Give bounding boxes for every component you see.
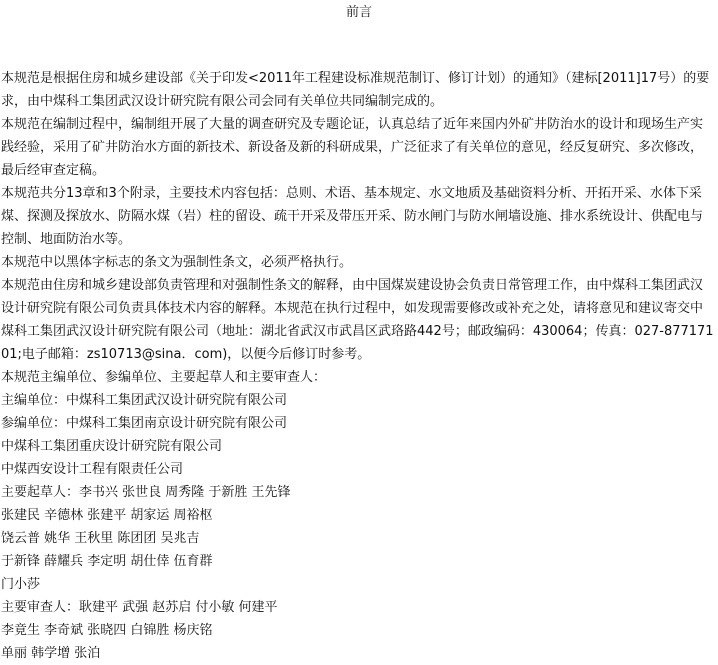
- drafters-line: 主要起草人：李书兴 张世良 周秀隆 于新胜 王先锋: [1, 485, 291, 500]
- participating-unit: 参编单位：中煤科工集团南京设计研究院有限公司: [1, 416, 288, 431]
- paragraph-basis: 本规范是根据住房和城乡建设部《关于印发<2011年工程建设标准规范制订、修订计划）的通知》（建标[2011]17号）的要求，由中煤科工集团武汉设计研究院有限公司会同有关单位共同编制完成的。: [1, 71, 710, 109]
- paragraph-mandatory: 本规范中以黑体字标志的条文为强制性条文，必须严格执行。: [1, 255, 353, 270]
- units-heading: 本规范主编单位、参编单位、主要起草人和主要审查人：: [1, 370, 327, 385]
- drafters-line: 张建民 辛德林 张建平 胡家运 周裕枢: [1, 508, 213, 523]
- reviewers-line: 单丽 韩学增 张泊: [1, 646, 101, 661]
- reviewers-line: 主要审查人：耿建平 武强 赵苏启 付小敏 何建平: [1, 600, 278, 615]
- participating-unit: 中煤西安设计工程有限责任公司: [1, 462, 184, 477]
- drafters-line: 于新锋 薛耀兵 李定明 胡仕倖 伍育群: [1, 554, 213, 569]
- document-body: [1, 67, 715, 665]
- participating-unit: 中煤科工集团重庆设计研究院有限公司: [1, 439, 223, 454]
- page-title: 前言: [345, 5, 372, 20]
- drafters-line: 门小莎: [1, 577, 41, 592]
- reviewers-line: 李竟生 李奇斌 张晓四 白锦胜 杨庆铭: [1, 623, 213, 638]
- paragraph-management: 本规范由住房和城乡建设部负责管理和对强制性条文的解释，由中国煤炭建设协会负责日常管理工作，由中煤科工集团武汉设计研究院有限公司负责具体技术内容的解释。本规范在执行过程中，如发现需要修改或补充之处，请将意见和建议寄交中煤科工集团武汉设计研究院有限公司（地址：湖北省武汉市武昌区武珞路442号；邮政编码：430064；传真：027-87717101;电子邮箱：zs10713@sina．com)，以便今后修订时参考。: [1, 278, 714, 362]
- drafters-line: 饶云普 姚华 王秋里 陈团团 吴兆吉: [1, 531, 200, 546]
- paragraph-compilation: 本规范在编制过程中，编制组开展了大量的调查研究及专题论证，认真总结了近年来国内外矿井防治水的设计和现场生产实践经验，采用了矿井防治水方面的新技术、新设备及新的科研成果，广泛征求了有关单位的意见，经反复研究、多次修改，最后经审查定稿。: [1, 117, 704, 178]
- chief-unit: 主编单位：中煤科工集团武汉设计研究院有限公司: [1, 393, 288, 408]
- paragraph-contents: 本规范共分13章和3个附录，主要技术内容包括：总则、术语、基本规定、水文地质及基础资料分析、开拓开采、水体下采煤、探测及探放水、防隔水煤（岩）柱的留设、疏干开采及带压开采、防水闸门与防水闸墙设施、排水系统设计、供配电与控制、地面防治水等。: [1, 186, 704, 247]
